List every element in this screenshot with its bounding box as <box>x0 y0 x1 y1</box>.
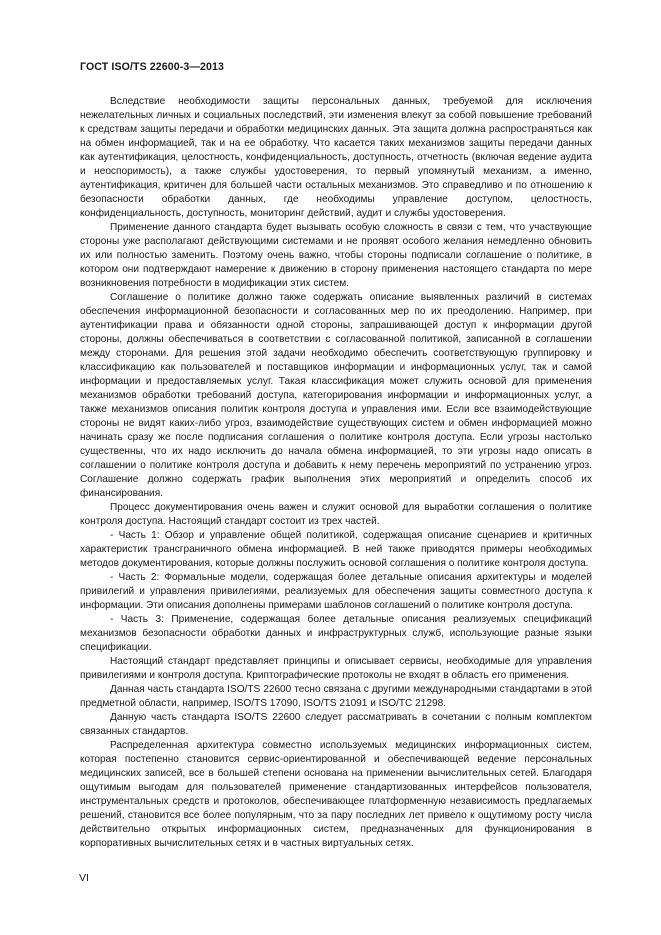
page-number: VI <box>79 872 89 884</box>
document-body <box>80 95 592 851</box>
paragraph: Настоящий стандарт представляет принципы и описывает сервисы, необходимые для управления привилегиями и контроля доступа. Криптографические протоколы не входят в область его применения. <box>80 656 592 681</box>
list-item: - Часть 3: Применение, содержащая более детальные описания реализуемых спецификаций механизмов безопасности обработки данных и инфраструктурных служб, использующие разные языки спецификации. <box>80 614 592 653</box>
document-header: ГОСТ ISO/TS 22600-3—2013 <box>80 61 225 73</box>
paragraph: Данную часть стандарта ISO/TS 22600 следует рассматривать в сочетании с полным комплектом связанных стандартов. <box>80 712 592 737</box>
paragraph: Вследствие необходимости защиты персональных данных, требуемой для исключения нежелательных личных и социальных последствий, эти изменения влекут за собой повышение требований к средствам защиты передачи и обработки медицинских данных. Эта защита должна распространяться как на обмен информацией, так и на ее обработку. Что касается таких механизмов защиты передачи данных как аутентификация, целостность, конфиденциальность, доступность, отчетность (включая ведение аудита и неоспоримость), а также службы удостоверения, то первый упомянутый механизм, а именно, аутентификация, критичен для большей части остальных механизмов. Это справедливо и по отношению к безопасности обработки данных, где необходимы управление доступом, целостность, конфиденциальность, доступность, мониторинг действий, аудит и службы удостоверения. <box>80 96 592 219</box>
paragraph: Соглашение о политике должно также содержать описание выявленных различий в системах обеспечения информационной безопасности и согласованных мер по их преодолению. Например, при аутентификации права и обязанности одной стороны, запрашивающей доступ к информации другой стороны, должны обеспечиваться в соответствии с согласованной политикой, записанной в соглашении между сторонами. Для решения этой задачи необходимо обеспечить соответствующую группировку и классификацию как пользователей и поставщиков информации и информационных услуг, так и самой информации и предоставляемых услуг. Такая классификация может служить основой для применения механизмов обработки требований доступа, категорирования информации и информационных услуг, а также механизмов описания политик контроля доступа и управления ими. Если все взаимодействующие стороны не видят каких-либо угроз, взаимодействие существующих систем и обмен информацией можно начинать сразу же после подписания соглашения о политике контроля доступа. Если угрозы настолько существенны, что их надо исключить до начала обмена информацией, то эти угрозы надо описать в соглашении о политике контроля доступа и добавить к нему перечень мероприятий по устранению угроз. Соглашение должно содержать график выполнения этих мероприятий и определить способ их финансирования. <box>80 292 592 499</box>
paragraph: Распределенная архитектура совместно используемых медицинских информационных систем, которая постепенно становится сервис-ориентированной и обеспечивающей ведение персональных медицинских записей, все в большей степени основана на применении вычислительных сетей. Благодаря ощутимым выгодам для пользователей применение стандартизованных интерфейсов пользователя, инструментальных средств и протоколов, обеспечивающее платформенную независимость предлагаемых решений, становится все более популярным, что за пару последних лет привело к ощутимому росту числа действительно открытых информационных систем, предназначенных для функционирования в корпоративных вычислительных сетях и в частных виртуальных сетях. <box>80 740 592 849</box>
paragraph: Процесс документирования очень важен и служит основой для выработки соглашения о политике контроля доступа. Настоящий стандарт состоит из трех частей. <box>80 502 592 527</box>
list-item: - Часть 1: Обзор и управление общей политикой, содержащая описание сценариев и критичных характеристик трансграничного обмена информацией. В ней также приводятся примеры необходимых методов документирования, которые должны послужить основой соглашения о политике контроля доступа. <box>80 530 592 569</box>
list-item: - Часть 2: Формальные модели, содержащая более детальные описания архитектуры и моделей привилегий и управления привилегиями, реализуемых для обеспечения защиты совместного доступа к информации. Эти описания дополнены примерами шаблонов соглашений о политике контроля доступа. <box>80 572 592 611</box>
paragraph: Применение данного стандарта будет вызывать особую сложность в связи с тем, что участвующие стороны уже располагают действующими системами и не проявят особого желания немедленно обновить их или полностью заменить. Поэтому очень важно, чтобы стороны подписали соглашение о политике, в котором они подтверждают намерение к движению в сторону применения настоящего стандарта по мере возникновения потребности в модификации этих систем. <box>80 222 592 289</box>
paragraph: Данная часть стандарта ISO/TS 22600 тесно связана с другими международными стандартами в этой предметной области, например, ISO/TS 17090, ISO/TS 21091 и ISO/TC 21298. <box>80 684 592 709</box>
